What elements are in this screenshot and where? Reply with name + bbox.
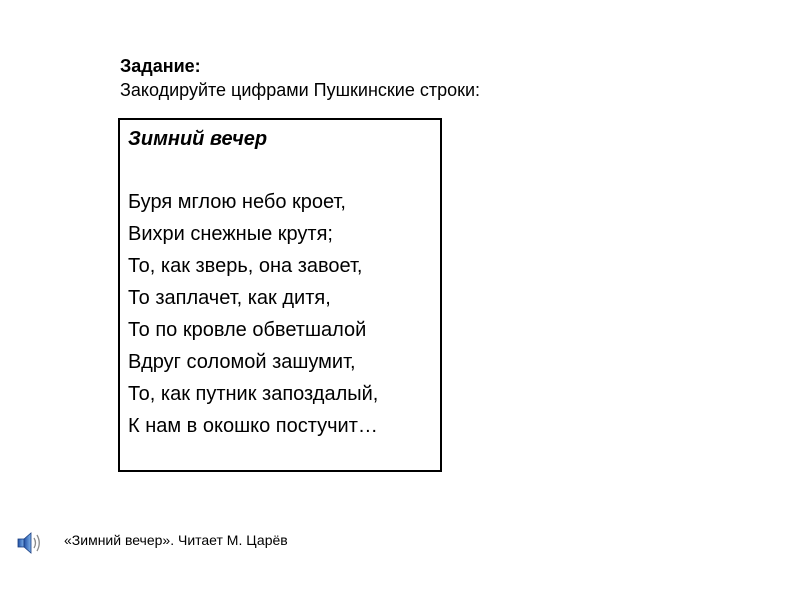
audio-caption: «Зимний вечер». Читает М. Царёв [64,532,288,548]
poem-line: К нам в окошко постучит… [128,415,378,437]
poem-line: То, как путник запоздалый, [128,383,379,405]
poem-line: Буря мглою небо кроет, [128,191,346,213]
poem-line: Вихри снежные крутя; [128,223,333,245]
speaker-icon[interactable] [16,528,44,558]
poem-line: Вдруг соломой зашумит, [128,351,356,373]
poem-line: То по кровле обветшалой [128,319,367,341]
poem-line: То, как зверь, она завоет, [128,255,363,277]
poem-lines [128,186,378,442]
task-text: Закодируйте цифрами Пушкинские строки: [120,80,481,100]
poem-line: То заплачет, как дитя, [128,287,331,309]
poem-box [118,118,442,472]
poem-title: Зимний вечер [128,128,268,150]
task-title: Задание: [120,56,201,76]
